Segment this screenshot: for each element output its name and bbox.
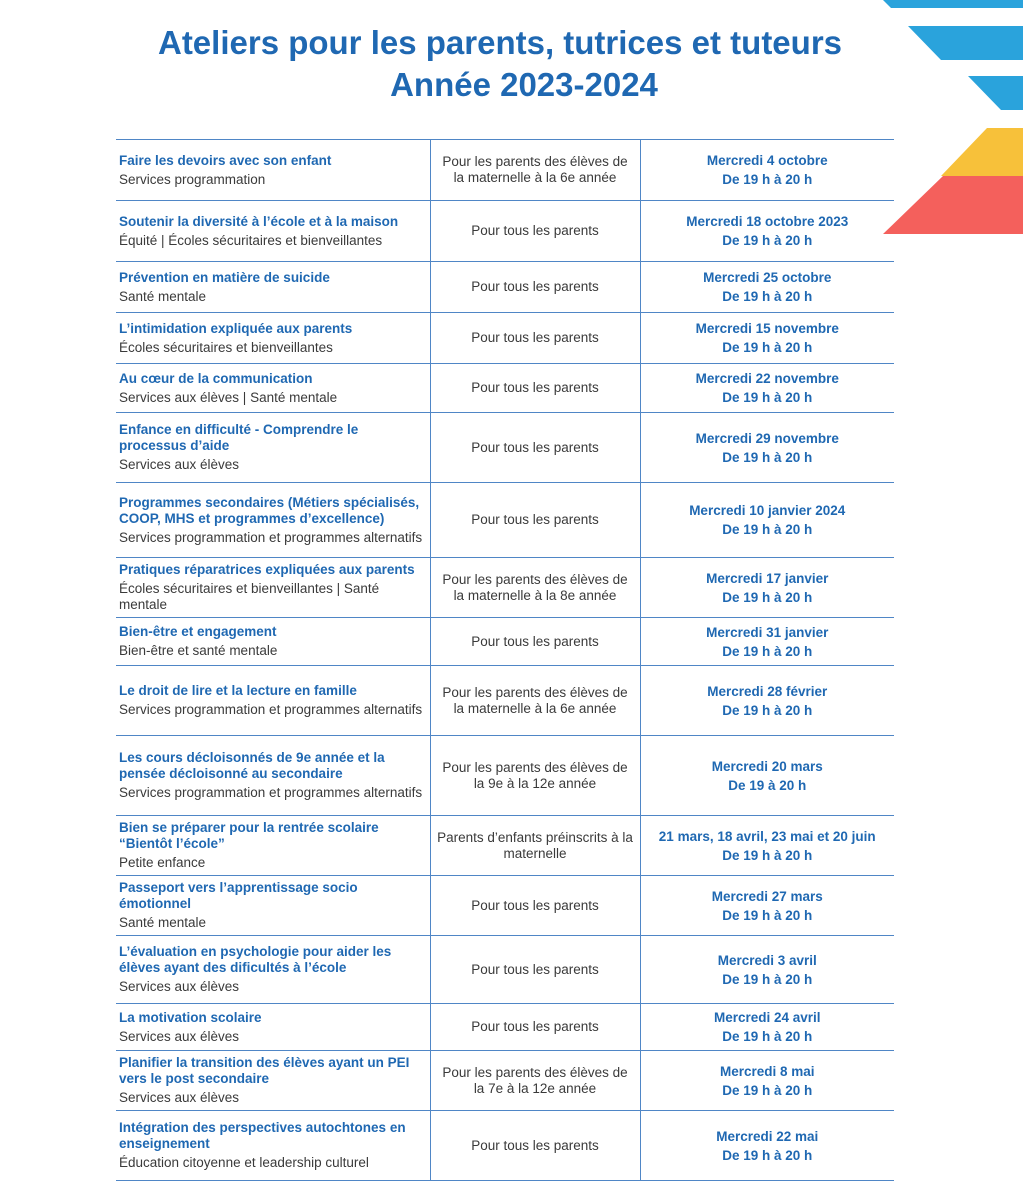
workshop-info-cell [116,483,430,558]
workshop-row [116,413,894,483]
workshop-row [116,736,894,816]
workshop-info-cell [116,1004,430,1051]
workshop-info-cell [116,313,430,364]
workshop-title: Faire les devoirs avec son enfant [119,152,332,168]
workshop-row [116,201,894,262]
workshop-schedule-cell [640,262,894,313]
workshop-date: Mercredi 10 janvier 2024 [689,503,846,518]
workshop-time: De 19 h à 20 h [722,847,813,863]
workshop-audience-cell [430,140,640,201]
workshop-audience-cell [430,1051,640,1111]
workshop-title: Prévention en matière de suicide [119,269,330,285]
workshop-audience: Pour tous les parents [471,1137,599,1153]
workshop-service: Services programmation [119,171,266,187]
workshop-schedule-cell [640,558,894,618]
workshop-schedule-cell [640,876,894,936]
workshop-service: Écoles sécuritaires et bienveillantes | Santé mentale [119,581,380,612]
workshop-schedule-cell [640,140,894,201]
workshop-date: Mercredi 22 mai [716,1128,819,1144]
workshop-audience: Pour les parents des élèves de la maternelle à la 8e année [442,571,628,603]
workshop-audience-cell [430,1004,640,1051]
workshop-time: De 19 h à 20 h [722,971,813,987]
workshop-date: Mercredi 25 octobre [703,270,832,285]
workshop-audience-cell [430,816,640,876]
workshop-service: Services aux élèves [119,979,240,994]
workshop-schedule-cell [640,736,894,816]
workshop-time: De 19 h à 20 h [722,522,813,537]
workshop-row [116,876,894,936]
workshop-audience: Pour tous les parents [471,330,599,345]
workshop-service: Bien-être et santé mentale [119,643,278,658]
workshop-date: Mercredi 27 mars [711,888,823,904]
workshop-audience: Pour les parents des élèves de la maternelle à la 6e année [442,154,628,185]
workshop-info-cell [116,1111,430,1181]
workshop-title: Le droit de lire et la lecture en famille [119,683,357,698]
workshop-audience-cell [430,666,640,736]
workshop-date: Mercredi 3 avril [717,952,817,968]
workshop-audience: Pour les parents des élèves de la maternelle à la 6e année [442,684,628,716]
workshop-date: Mercredi 22 novembre [695,371,839,386]
workshop-info-cell [116,936,430,1004]
workshop-service: Services programmation et programmes alternatifs [119,702,423,717]
workshop-date: Mercredi 24 avril [713,1010,821,1025]
workshop-title: Les cours décloisonnés de 9e année et la pensée décloisonné au secondaire [119,750,385,781]
workshop-time: De 19 à 20 h [728,777,807,793]
workshop-row [116,313,894,364]
page-title [0,22,1000,106]
workshop-time: De 19 h à 20 h [722,449,813,465]
workshop-service: Services aux élèves [119,1028,240,1044]
workshop-date: 21 mars, 18 avril, 23 mai et 20 juin [658,828,876,844]
workshop-schedule-cell [640,816,894,876]
workshop-row [116,1051,894,1111]
workshop-audience-cell [430,936,640,1004]
workshop-audience: Pour tous les parents [471,223,599,238]
workshop-audience: Pour tous les parents [471,512,599,527]
workshop-service: Services programmation et programmes alternatifs [119,785,423,800]
workshop-date: Mercredi 20 mars [711,758,823,774]
workshop-time: De 19 h à 20 h [722,233,813,248]
workshop-time: De 19 h à 20 h [722,289,813,304]
workshop-info-cell [116,413,430,483]
workshop-time: De 19 h à 20 h [722,340,813,355]
workshop-row [116,262,894,313]
workshop-title: La motivation scolaire [119,1009,262,1025]
stripe-coral [883,176,1023,234]
workshop-service: Services aux élèves [119,1090,240,1105]
workshop-audience: Parents d’enfants préinscrits à la maternelle [437,829,633,861]
workshop-title: Soutenir la diversité à l’école et à la maison [119,213,399,229]
workshop-row [116,816,894,876]
workshop-time: De 19 h à 20 h [722,390,813,405]
workshop-info-cell [116,140,430,201]
workshop-audience-cell [430,364,640,413]
workshop-audience: Pour tous les parents [471,380,599,395]
workshop-service: Services aux élèves [119,457,240,472]
workshop-row [116,140,894,201]
workshop-schedule-cell [640,413,894,483]
workshop-time: De 19 h à 20 h [722,1082,813,1098]
workshop-date: Mercredi 28 février [707,683,828,699]
workshop-row [116,1004,894,1051]
workshop-audience: Pour tous les parents [471,633,599,649]
workshop-info-cell [116,736,430,816]
workshop-service: Équité | Écoles sécuritaires et bienveillantes [119,232,383,248]
workshop-date: Mercredi 17 janvier [706,570,829,586]
workshop-title: L’évaluation en psychologie pour aider les élèves ayant des dificultés à l’école [119,944,392,975]
workshop-info-cell [116,666,430,736]
workshop-schedule-cell [640,1004,894,1051]
workshop-row [116,364,894,413]
workshop-title: Bien-être et engagement [119,624,277,639]
workshop-date: Mercredi 15 novembre [695,321,839,336]
workshop-schedule-cell [640,313,894,364]
workshop-title: Pratiques réparatrices expliquées aux parents [119,562,415,577]
workshop-audience-cell [430,262,640,313]
workshop-schedule-table [116,139,894,1181]
workshop-audience: Pour tous les parents [471,897,599,913]
workshop-audience: Pour les parents des élèves de la 7e à la 12e année [442,1064,628,1096]
workshop-schedule-cell [640,364,894,413]
workshop-time: De 19 h à 20 h [722,702,813,718]
workshop-time: De 19 h à 20 h [722,172,813,187]
workshop-info-cell [116,262,430,313]
page-title-line-2: Année 2023-2024 [390,66,658,103]
workshop-info-cell [116,618,430,666]
workshop-info-cell [116,364,430,413]
workshop-time: De 19 h à 20 h [722,589,813,605]
workshop-service: Écoles sécuritaires et bienveillantes [119,339,333,355]
workshop-time: De 19 h à 20 h [722,907,813,923]
workshop-schedule-cell [640,618,894,666]
workshop-time: De 19 h à 20 h [722,643,813,659]
workshop-audience-cell [430,413,640,483]
workshop-service: Santé mentale [119,915,207,930]
workshop-date: Mercredi 29 novembre [695,430,839,446]
workshop-title: Enfance en difficulté - Comprendre le processus d’aide [119,422,359,453]
workshop-info-cell [116,558,430,618]
workshop-info-cell [116,201,430,262]
workshop-row [116,936,894,1004]
workshop-row [116,666,894,736]
workshop-date: Mercredi 4 octobre [706,153,828,168]
workshop-schedule-cell [640,666,894,736]
workshop-row [116,1111,894,1181]
workshop-title: Planifier la transition des élèves ayant un PEI vers le post secondaire [119,1055,410,1086]
workshop-schedule-cell [640,1051,894,1111]
workshop-audience-cell [430,876,640,936]
stripe-yellow [941,128,1023,176]
workshop-title: L’intimidation expliquée aux parents [119,320,353,336]
workshop-audience-cell [430,313,640,364]
workshop-date: Mercredi 31 janvier [706,624,829,640]
workshop-audience: Pour tous les parents [471,279,599,294]
workshop-audience: Pour tous les parents [471,961,599,977]
workshop-audience: Pour tous les parents [471,1019,599,1034]
workshop-title: Passeport vers l’apprentissage socio émotionnel [119,880,358,911]
workshop-audience-cell [430,1111,640,1181]
workshop-title: Au cœur de la communication [119,370,313,386]
workshop-row [116,558,894,618]
workshop-info-cell [116,816,430,876]
workshop-info-cell [116,876,430,936]
workshop-row [116,618,894,666]
workshop-date: Mercredi 8 mai [719,1063,815,1079]
workshop-title: Bien se préparer pour la rentrée scolaire “Bientôt l’école” [119,820,379,851]
workshop-service: Services aux élèves | Santé mentale [119,389,338,405]
workshop-time: De 19 h à 20 h [722,1029,813,1044]
workshop-schedule-cell [640,201,894,262]
workshop-schedule-cell [640,936,894,1004]
workshop-audience-cell [430,201,640,262]
workshop-audience-cell [430,736,640,816]
workshop-service: Santé mentale [119,288,207,304]
workshop-service: Petite enfance [119,855,206,870]
stripe-blue-1 [883,0,1023,8]
workshop-service: Éducation citoyenne et leadership culturel [119,1155,369,1170]
workshop-title: Intégration des perspectives autochtones en enseignement [119,1120,406,1151]
workshop-audience-cell [430,558,640,618]
workshop-title: Programmes secondaires (Métiers spécialisés, COOP, MHS et programmes d’excellence) [119,494,420,526]
workshop-service: Services programmation et programmes alternatifs [119,529,423,545]
workshop-info-cell [116,1051,430,1111]
workshop-schedule-cell [640,1111,894,1181]
workshop-audience: Pour tous les parents [471,439,599,455]
workshop-schedule-cell [640,483,894,558]
workshop-audience: Pour les parents des élèves de la 9e à la 12e année [442,759,628,791]
workshop-audience-cell [430,618,640,666]
page-title-line-1: Ateliers pour les parents, tutrices et tuteurs [157,24,843,61]
workshop-row [116,483,894,558]
workshop-date: Mercredi 18 octobre 2023 [686,214,849,229]
workshop-audience-cell [430,483,640,558]
workshop-time: De 19 h à 20 h [722,1147,813,1163]
